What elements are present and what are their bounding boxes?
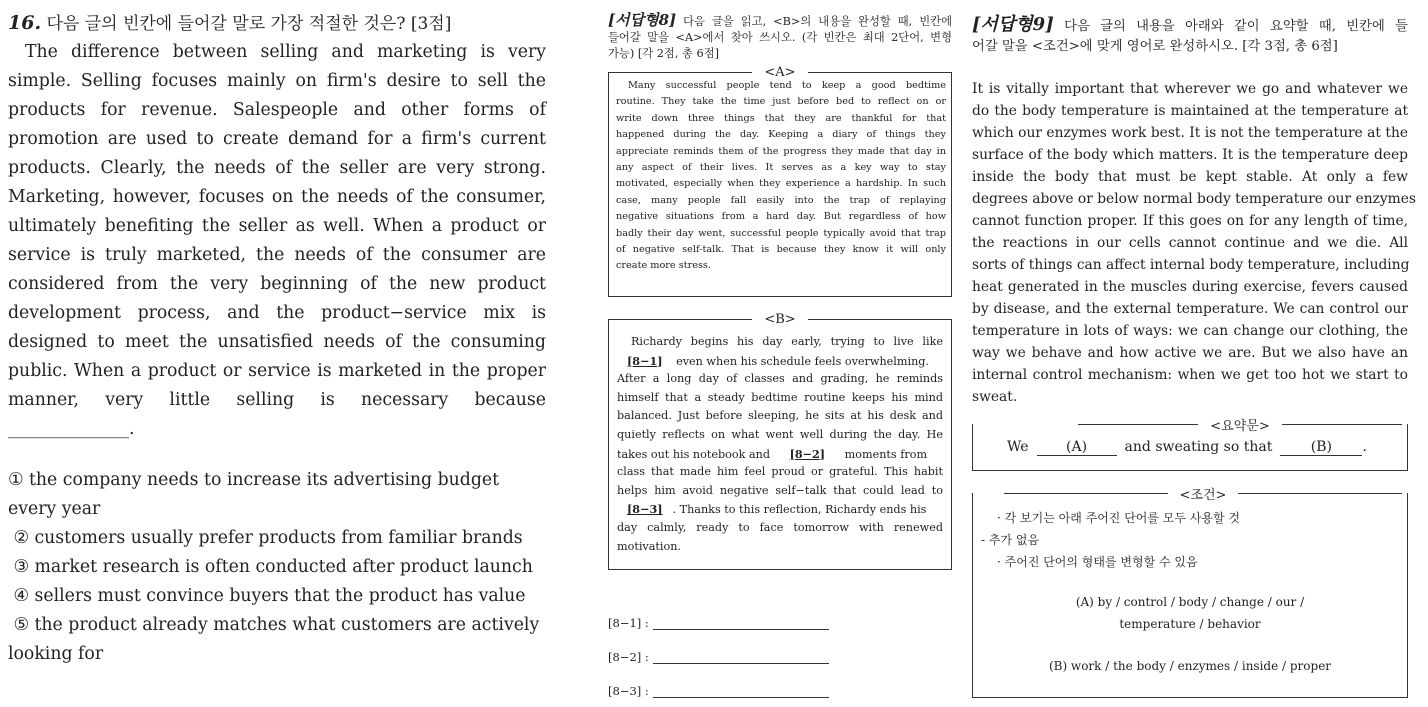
q8-instruction-line: 들어갈 말을 <A>에서 찾아 쓰시오. (각 빈칸은 최대 2단어, 변형 <box>608 31 952 44</box>
condition-box <box>972 493 1408 698</box>
blank-8-3[interactable]: [8−3] <box>627 502 663 517</box>
word-bank-a: (A) by / control / body / change / our / <box>1075 595 1305 609</box>
box-b-line: himself that a steady bedtime routine keeps his mind <box>617 390 943 404</box>
answer-8-3[interactable]: [8−3] : <box>608 664 952 698</box>
q8-header <box>608 12 952 62</box>
box-b-text-span: even when his schedule feels overwhelming. <box>676 354 929 368</box>
condition-line: · 주어진 단어의 형태를 변형할 수 있음 <box>997 555 1198 569</box>
box-b <box>608 319 952 570</box>
box-b-line: balanced. Just before sleeping, he sits at his desk and <box>617 409 943 423</box>
passage-line: ultimately benefiting the seller as well. When a product or <box>8 216 546 236</box>
q16-title <box>8 10 546 38</box>
choice-4[interactable]: ④ sellers must convince buyers that the product has value <box>8 586 526 606</box>
box-b-text-span: . Thanks to this reflection, Richardy ends his <box>672 503 927 517</box>
box-b-text-span: moments from <box>844 447 928 461</box>
condition-line: · 각 보기는 아래 주어진 단어를 모두 사용할 것 <box>997 511 1240 525</box>
passage-line: degrees above or below normal body temperature our enzymes <box>972 191 1416 207</box>
box-a-line: motivated, especially when they experience a hardship. In such <box>616 178 946 190</box>
blank-8-2[interactable]: [8−2] <box>789 446 826 461</box>
box-a-line: of negative self-talk. That is because they know it will only <box>616 243 946 255</box>
question-8 <box>608 0 952 698</box>
summary-text: and sweating so that <box>1124 439 1273 455</box>
box-a-line: any aspect of their lives. It serves as a key way to stay <box>616 161 946 173</box>
answer-8-1[interactable]: [8−1] : <box>608 596 952 630</box>
q16-passage <box>8 38 546 444</box>
passage-line: by disease, and the external temperature. We can control our <box>972 301 1408 317</box>
passage-line: development process, and the product−service mix is <box>8 303 546 323</box>
choice-3[interactable]: ③ market research is often conducted after product launch <box>8 557 533 577</box>
q16-choices <box>8 466 546 669</box>
passage-line: considered from the very beginning of the new product <box>8 274 546 294</box>
q9-instruction-line: 어갈 말을 <조건>에 맞게 영어로 완성하시오. [각 3점, 총 6점] <box>972 39 1338 54</box>
answer-8-2[interactable]: [8−2] : <box>608 630 952 664</box>
passage-line: It is vitally important that wherever we go and whatever we <box>972 81 1408 97</box>
q9-passage <box>972 78 1416 408</box>
passage-line: surface of the body which matters. It is the temperature deep <box>972 147 1408 163</box>
box-a-label: <A> <box>608 64 952 80</box>
answer-blank: ______________. <box>8 419 135 439</box>
passage-line: Marketing, however, focuses on the needs of the consumer, <box>8 187 546 207</box>
box-a-line: routine. They take the time just before bed to reflect on or <box>616 96 946 108</box>
passage-line: products. Clearly, the needs of the seller are very strong. <box>8 158 546 178</box>
box-a-line: Many successful people tend to keep a good bedtime <box>628 80 946 91</box>
passage-line: way we behave and how active we are. But we also have an <box>972 345 1408 361</box>
box-a <box>608 72 952 297</box>
q9-label: [서답형9] <box>972 14 1054 35</box>
summary-box <box>972 424 1408 471</box>
box-a-line: badly their day went, successful people typically avoid that trap <box>616 227 946 239</box>
box-b-text-span: takes out his notebook and <box>617 447 770 461</box>
summary-text: We <box>1007 439 1029 455</box>
passage-line: which our enzymes work best. It is not the temperature at the <box>972 125 1408 141</box>
box-b-line: day calmly, ready to face tomorrow with renewed <box>617 520 943 534</box>
passage-line: designed to meet the unsatisfied needs of the consuming <box>8 332 546 352</box>
passage-line: The difference between selling and marketing is very <box>25 42 546 62</box>
box-b-line: Richardy begins his day early, trying to live like <box>631 335 943 348</box>
passage-line: sorts of things can affect internal body temperature, including <box>972 257 1410 273</box>
passage-line: manner, very little selling is necessary because <box>8 390 546 410</box>
box-b-line: motivation. <box>617 539 681 553</box>
box-a-line: happened during the day. Keeping a diary of things they <box>616 129 946 141</box>
q8-answer-lines <box>608 596 952 698</box>
q8-instruction-line: 가능) [각 2점, 총 6점] <box>608 47 720 60</box>
q8-instruction-line: 다음 글을 읽고, <B>의 내용을 완성할 때, 빈칸에 <box>683 15 952 28</box>
q9-header <box>972 14 1408 58</box>
passage-line: heat generated in the muscles during exercise, fevers caused <box>972 279 1408 295</box>
box-a-line: case, many people fall easily into the trap of replaying <box>616 194 946 206</box>
passage-line: promotion are used to create demand for a firm's current <box>8 129 546 149</box>
passage-line: the reactions in our cells cannot continue and we die. All <box>972 235 1408 251</box>
passage-line: public. When a product or service is marketed in the proper <box>8 361 546 381</box>
choice-1[interactable]: ① the company needs to increase its advertising budget <box>8 470 500 490</box>
box-b-label: <B> <box>608 311 952 327</box>
box-b-text <box>617 333 943 556</box>
box-b-line: helps him avoid negative self−talk that could lead to <box>617 483 943 497</box>
choice-1-continued: every year <box>8 499 101 519</box>
blank-8-1[interactable]: [8−1] <box>627 353 663 368</box>
box-a-line: write down three things that they are thankful for that <box>616 112 946 124</box>
q16-instruction: 다음 글의 빈칸에 들어갈 말로 가장 적절한 것은? [3점] <box>46 14 452 34</box>
passage-line: simple. Selling focuses mainly on firm's desire to sell the <box>8 71 546 91</box>
box-a-line: negative situations from a hard day. But regardless of how <box>616 211 946 223</box>
box-b-line: class that made him feel proud or grateful. This habit <box>617 465 943 479</box>
passage-line: temperature in lots of ways: we can change our clothing, the <box>972 323 1408 339</box>
passage-line: sweat. <box>972 389 1018 405</box>
summary-blank-a[interactable]: (A) <box>1037 439 1117 456</box>
choice-2[interactable]: ② customers usually prefer products from familiar brands <box>8 528 523 548</box>
passage-line: cannot function proper. If this goes on for any length of time, <box>972 213 1408 229</box>
word-bank-a-continued: temperature / behavior <box>1119 617 1261 631</box>
passage-line: inside the body that must be kept stable. At only a few <box>972 169 1408 185</box>
passage-line: internal control mechanism: when we get too hot we start to <box>972 367 1408 383</box>
condition-line: - 추가 없음 <box>981 533 1040 547</box>
box-b-line: After a long day of classes and grading, he reminds <box>617 372 943 386</box>
box-b-line: quietly reflects on what went well during the day. He <box>617 427 943 441</box>
box-a-text <box>616 78 946 275</box>
box-b-line <box>617 352 943 371</box>
choice-5[interactable]: ⑤ the product already matches what customers are actively <box>8 615 540 635</box>
passage-line: service is truly marketed, the needs of the consumer are <box>8 245 546 265</box>
summary-label: <요약문> <box>972 416 1408 432</box>
word-bank-b: (B) work / the body / enzymes / inside / proper <box>1048 659 1332 673</box>
q9-instruction-line: 다음 글의 내용을 아래와 같이 요약할 때, 빈칸에 들 <box>1064 19 1409 34</box>
box-b-line <box>617 500 943 519</box>
box-a-line: appreciate reminds them of the progress they made that day in <box>616 145 946 157</box>
box-a-line: create more stress. <box>616 260 711 272</box>
summary-text: . <box>1362 439 1367 455</box>
question-9 <box>972 0 1416 698</box>
passage-line: products for revenue. Salespeople and other forms of <box>8 100 546 120</box>
box-b-line <box>617 445 943 464</box>
question-16 <box>8 0 546 669</box>
passage-line: do the body temperature is maintained at the temperature at <box>972 103 1408 119</box>
choice-5-continued: looking for <box>8 644 104 664</box>
q8-label: [서답형8] <box>608 11 677 29</box>
summary-blank-b[interactable]: (B) <box>1280 439 1362 456</box>
q16-number: 16. <box>8 12 42 34</box>
condition-label: <조건> <box>972 485 1408 501</box>
